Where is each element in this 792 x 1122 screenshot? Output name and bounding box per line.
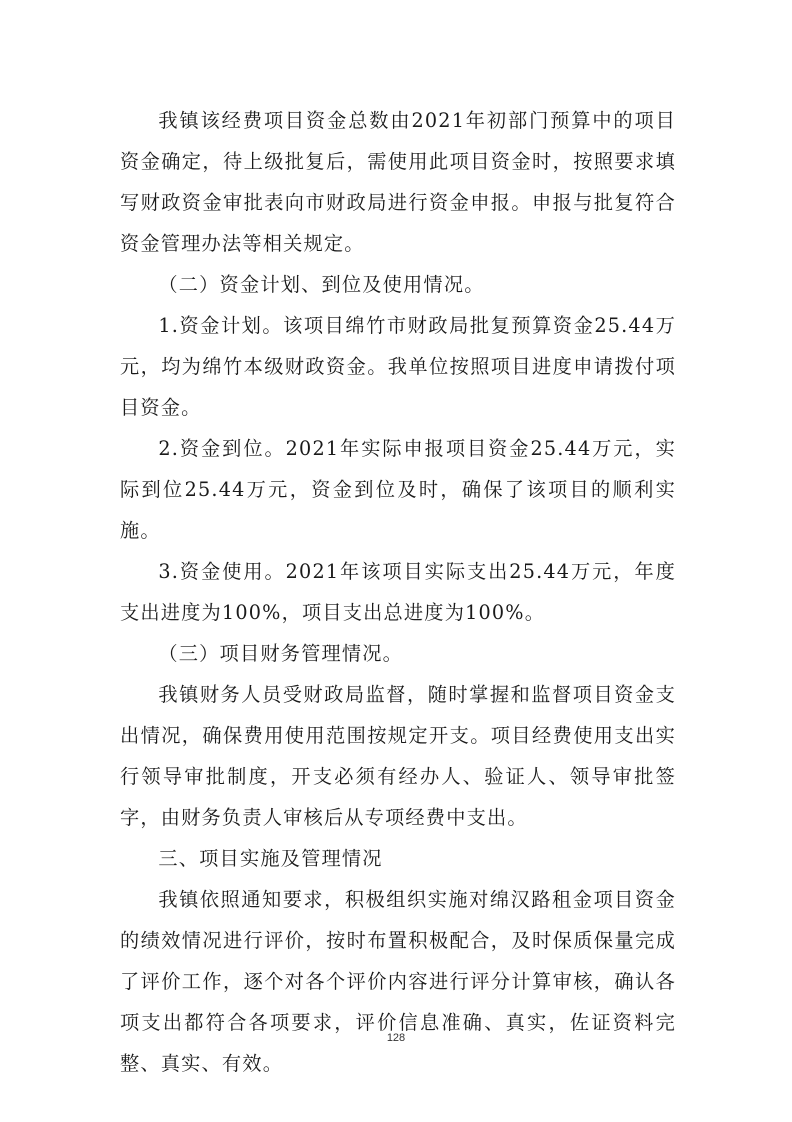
paragraph-fund-usage: 3.资金使用。2021年该项目实际支出25.44万元，年度支出进度为100%，项目支出总进度为100%。 <box>120 560 676 624</box>
section-heading-implementation: 三、项目实施及管理情况 <box>158 847 383 870</box>
paragraph-implementation: 我镇依照通知要求，积极组织实施对绵汉路租金项目资金的绩效情况进行评价，按时布置积极配合，及时保质保量完成了评价工作，逐个对各个评价内容进行评分计算审核，确认各项支出都符合各项要求，评价信息准确、真实，佐证资料完整、真实、有效。 <box>120 888 676 1075</box>
paragraph-fund-plan: 1.资金计划。该项目绵竹市财政局批复预算资金25.44万元，均为绵竹本级财政资金。我单位按照项目进度申请拨付项目资金。 <box>120 314 676 419</box>
section-heading-fund-plan: （二）资金计划、到位及使用情况。 <box>158 273 485 296</box>
paragraph-financial-management: 我镇财务人员受财政局监督，随时掌握和监督项目资金支出情况，确保费用使用范围按规定开支。项目经费使用支出实行领导审批制度，开支必须有经办人、验证人、领导审批签字，由财务负责人审核后从专项经费中支出。 <box>120 683 676 829</box>
page-number: 128 <box>386 1032 406 1044</box>
section-heading-financial-management: （三）项目财务管理情况。 <box>158 642 404 665</box>
paragraph-fund-arrival: 2.资金到位。2021年实际申报项目资金25.44万元，实际到位25.44万元，资金到位及时，确保了该项目的顺利实施。 <box>120 437 676 542</box>
page-body <box>120 100 676 1084</box>
paragraph-fund-source: 我镇该经费项目资金总数由2021年初部门预算中的项目资金确定，待上级批复后，需使用此项目资金时，按照要求填写财政资金审批表向市财政局进行资金申报。申报与批复符合资金管理办法等相关规定。 <box>120 109 676 255</box>
